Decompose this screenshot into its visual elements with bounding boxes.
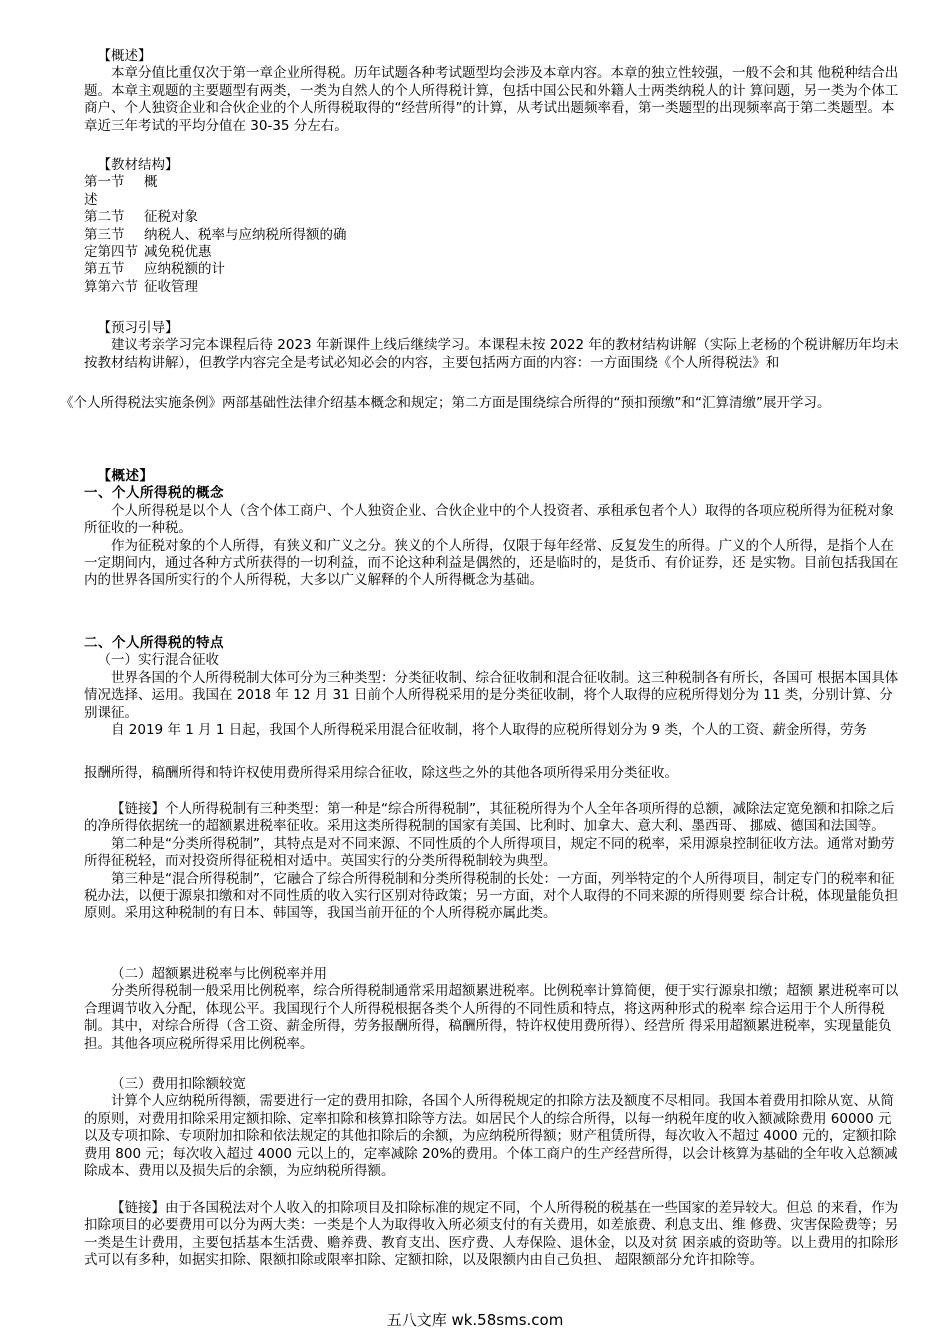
subsection-tax-rates [84,966,904,1053]
subheading-deductions: （三）费用扣除额较宽 [111,1076,246,1092]
deductions-paragraph: 计算个人应纳税所得额，需要进行一定的费用扣除，各国个人所得税规定的扣除方法及额度不尽相同。我国本着费用扣除从宽、从简的原则，对费用扣除采用定额扣除、定率扣除和核算扣除等方法。如居民个人的综合所得，以每一纳税年度的收入额减除费用 60000 元以及专项扣除、专项附加扣除和依法规定的其他扣除后的余额，为应纳税所得额；财产租赁所得，每次收入不超过 4000 元的，定额扣除费用 800 元；每次收入超过 4000 元以上的，定率减除 20%的费用。个体工商户的生产经营所得，以会计核算为基础的全年收入总额减除成本、费用以及损失后的余额，为应纳税所得额。 [84,1093,898,1180]
toc-row [84,174,904,191]
link-deductions [84,1200,904,1270]
toc-num: 述 [84,191,98,208]
toc-title: 减免税优惠 [144,244,212,261]
toc-row [84,209,904,226]
preview-paragraph-cont [60,395,905,412]
link-tax-types [84,801,904,923]
toc-row [84,192,904,209]
toc-num: 第二节 [84,209,125,226]
subheading-tax-rates: （二）超额累进税率与比例税率并用 [111,966,327,982]
toc-num: 定第四节 [84,244,138,261]
tax-rates-paragraph: 分类所得税制一般采用比例税率，综合所得税制通常采用超额累进税率。比例税率计算简便，便于实行源泉扣缴；超额 累进税率可以合理调节收入分配，体现公平。我国现行个人所得税根据各类个人所得的不同性质和特点，将这两种形式的税率 综合运用于个人所得税制。其中，对综合所得（含工资、薪金所得，劳务报酬所得，稿酬所得，特许权使用费所得）、经营所 得采用超额累进税率，实现量能负担。其他各项应税所得采用比例税率。 [84,983,899,1052]
mixed-levy-paragraph-1: 世界各国的个人所得税制大体可分为三种类型：分类征收制、综合征收制和混合征收制。这三种税制各有所长，各国可 根据本国具体情况选择、运用。我国在 2018 年 12 月 31 日前个人所得税采用的是分类征收制，将个人取得的应税所得划分为 11 类，分别计算、分别课征。 [84,669,899,721]
preview-paragraph: 建议考亲学习完本课程后待 2023 年新课件上线后继续学习。本课程未按 2022 年的教材结构讲解（实际上老杨的个税讲解历年均未按教材结构讲解），但教学内容完全是考试必知必会的内容，主要包括两方面的内容：一方面围绕《个人所得税法》和 [84,337,899,371]
toc-num: 第一节 [84,174,125,191]
toc-title: 征收管理 [144,278,198,295]
mixed-levy-paragraph-2: 自 2019 年 1 月 1 日起，我国个人所得税采用混合征收制，将个人取得的应税所得划分为 9 类，个人的工资、薪金所得，劳务 [111,722,867,739]
section-overview-heading: 【概述】 [97,468,154,484]
link-paragraph-2: 第二种是“分类所得税制”，其特点是对不同来源、不同性质的个人所得项目，规定不同的税率，采用源泉控制征收方法。通常对勤劳所得征税轻，而对投资所得征税相对适中。英国实行的分类所得税制较为典型。 [84,835,895,870]
textbook-structure [84,157,904,296]
structure-heading: 【教材结构】 [97,157,179,173]
page-footer: 五八文库 wk.58sms.com [386,1311,564,1329]
concept-heading: 一、个人所得税的概念 [84,485,224,502]
mixed-levy-paragraph-3: 报酬所得，稿酬所得和特许权使用费所得采用综合征收，除这些之外的其他各项所得采用分类征收。 [84,765,678,781]
preview-paragraph-2: 《个人所得税法实施条例》两部基础性法律介绍基本概念和规定；第二方面是围绕综合所得的“预扣预缴”和“汇算清缴”展开学习。 [60,395,831,411]
mixed-levy-cont [84,765,904,782]
toc-row [84,227,904,244]
link-deductions-paragraph: 【链接】由于各国税法对个人收入的扣除项目及扣除标准的规定不同，个人所得税的税基在一些国家的差异较大。但总 的来看，作为扣除项目的必要费用可以分为两大类：一类是个人为取得收入所必须支付的有关费用，如差旅费、利息支出、维 修费、灾害保险费等；另一类是生计费用，主要包括基本生活费、赡养费、教育支出、医疗费、人寿保险、退休金，以及对贫 困亲戚的资助等。以上费用的扣除形式可以有多种，如据实扣除、限额扣除或限率扣除、定额扣除，以及限额内由自己负担、 超限额部分允许扣除等。 [84,1200,899,1269]
overview-heading: 【概述】 [97,48,152,64]
toc-num: 第三节 [84,226,125,243]
chapter-overview [84,48,904,135]
toc-title: 纳税人、税率与应纳税所得额的确 [144,226,347,243]
toc-row [84,244,904,261]
preview-guide [84,320,904,372]
preview-heading: 【预习引导】 [97,320,179,336]
toc-title: 征税对象 [144,209,198,226]
subheading-mixed-levy: （一）实行混合征收 [97,652,219,669]
section-features [84,635,904,739]
toc-title: 概 [144,174,158,191]
subsection-deductions [84,1076,904,1180]
overview-paragraph: 本章分值比重仅次于第一章企业所得税。历年试题各种考试题型均会涉及本章内容。本章的独立性较强，一般不会和其 他税种结合出题。本章主观题的主要题型有两类，一类为自然人的个人所得税计算，包括中国公民和外籍人士两类纳税人的计 算问题，另一类为个体工商户、个人独资企业和合伙企业的个人所得税取得的“经营所得”的计算，从考试出题频率看，第一类题型的出现频率高于第二类题型。本章近三年考试的平均分值在 30-35 分左右。 [84,65,899,134]
link-paragraph-1: 【链接】个人所得税制有三种类型：第一种是“综合所得税制”，其征税所得为个人全年各项所得的总额，减除法定宽免额和扣除之后的净所得依据统一的超额累进税率征收。采用这类所得税制的国家有美国、比利时、加拿大、意大利、墨西哥、 挪威、德国和法国等。 [84,801,895,835]
toc-num: 第五节 [84,261,125,278]
features-heading: 二、个人所得税的特点 [84,635,224,651]
toc-title: 应纳税额的计 [144,261,225,278]
concept-paragraph-2: 作为征税对象的个人所得，有狭义和广义之分。狭义的个人所得，仅限于每年经常、反复发生的所得。广义的个人所得，是指个人在一定期间内，通过各种方式所获得的一切利益，而不论这种利益是偶然的，还是临时的，是货币、有价证券，还 是实物。目前包括我国在内的世界各国所实行的个人所得税，大多以广义解释的个人所得概念为基础。 [84,537,899,589]
link-paragraph-3: 第三种是“混合所得税制”，它融合了综合所得税制和分类所得税制的长处：一方面，列举特定的个人所得项目，制定专门的税率和征税办法，以便于源泉扣缴和对不同性质的收入实行区别对待政策；另一方面，对个人取得的不同来源的所得则要 综合计税，体现量能负担原则。采用这种税制的有日本、韩国等，我国当前开征的个人所得税亦属此类。 [84,870,899,922]
toc-row [84,279,904,296]
toc-row [84,261,904,278]
section-concept [84,468,904,590]
structure-toc [84,174,904,296]
toc-num: 算第六节 [84,278,138,295]
concept-paragraph-1: 个人所得税是以个人（含个体工商户、个人独资企业、合伙企业中的个人投资者、承租承包者个人）取得的各项应税所得为征税对象所征收的一种税。 [84,502,894,537]
